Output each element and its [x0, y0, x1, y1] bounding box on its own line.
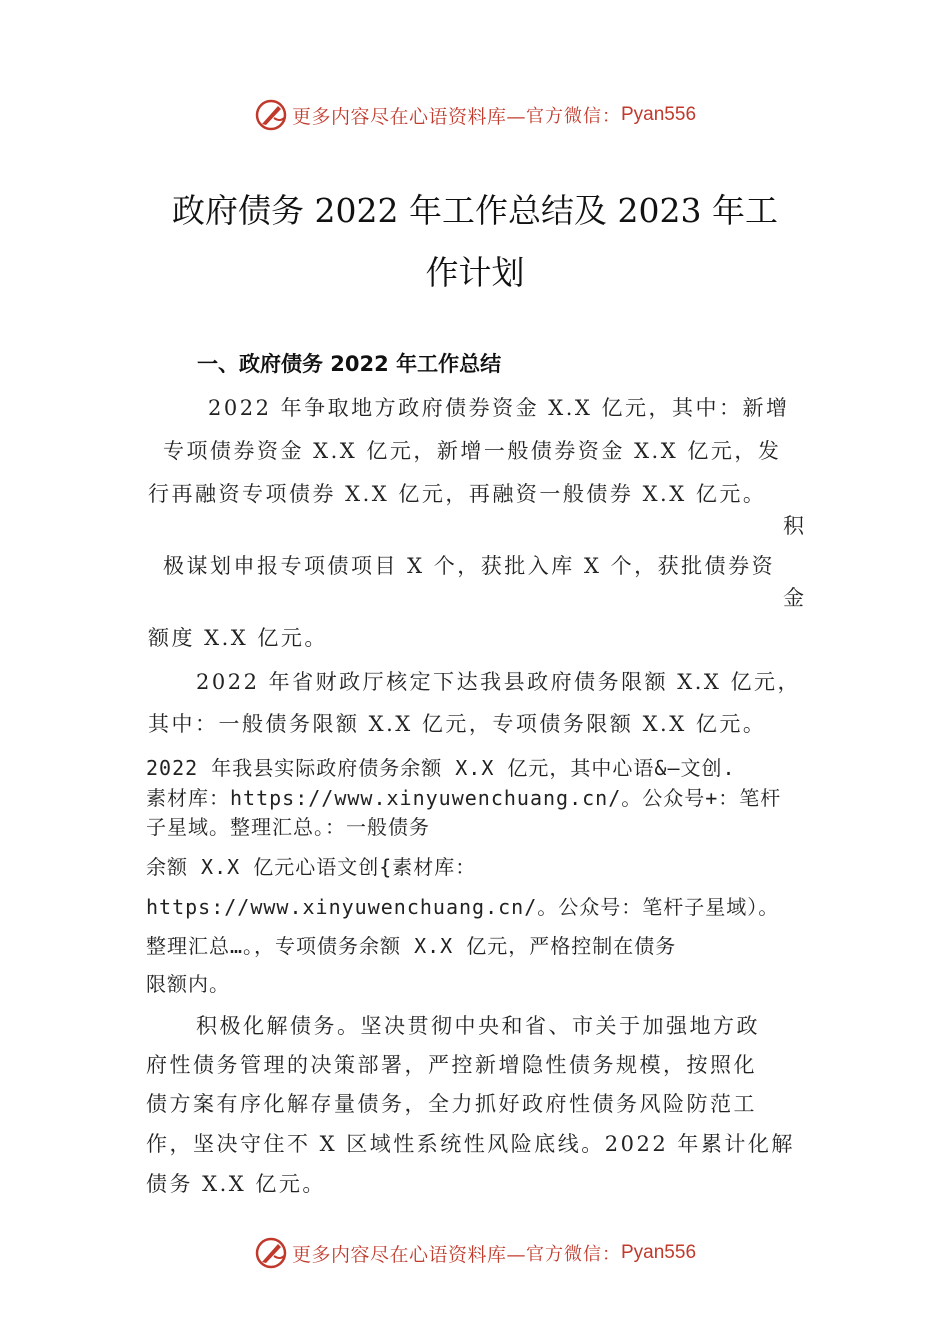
- banner-wechat-id: Pyan556: [621, 1242, 697, 1263]
- para1-line-5: 额度 X.X 亿元。: [148, 626, 328, 650]
- section-heading-1: 一、政府债务 2022 年工作总结: [197, 352, 502, 376]
- para3-line-4: 余额 X.X 亿元心语文创{素材库：: [146, 855, 477, 879]
- banner-wechat-label: 官方微信：: [526, 106, 621, 127]
- para2-line-2: 其中：一般债务限额 X.X 亿元，专项债务限额 X.X 亿元。: [148, 712, 767, 736]
- para4-line-3: 债方案有序化解存量债务，全力抓好政府性债务风险防范工: [146, 1092, 757, 1116]
- para1-line-4-tail: 金: [783, 586, 807, 610]
- para4-line-2: 府性债务管理的决策部署，严控新增隐性债务规模，按照化: [146, 1053, 757, 1077]
- title-line-2: 作计划: [425, 253, 525, 292]
- para4-line-1: 积极化解债务。坚决贯彻中央和省、市关于加强地方政: [196, 1014, 760, 1038]
- para4-line-4: 作，坚决守住不 X 区域性系统性风险底线。2022 年累计化解: [146, 1132, 795, 1156]
- banner-text: 更多内容尽在心语资料库—: [291, 105, 526, 128]
- para1-line-3-tail: 积: [783, 514, 807, 538]
- para3-line-7: 限额内。: [146, 972, 230, 996]
- para3-line-1: 2022 年我县实际政府债务余额 X.X 亿元，其中心语&—文创.: [146, 756, 736, 780]
- para1-line-4: 极谋划申报专项债项目 X 个，获批入库 X 个，获批债券资: [163, 554, 776, 578]
- para1-line-3: 行再融资专项债券 X.X 亿元，再融资一般债券 X.X 亿元。: [148, 482, 767, 506]
- footer-watermark-banner: [0, 1233, 950, 1273]
- quill-seal-logo-icon: [254, 1236, 288, 1270]
- banner-wechat-id: Pyan556: [621, 104, 697, 125]
- para2-line-1: 2022 年省财政厅核定下达我县政府债务限额 X.X 亿元，: [196, 670, 802, 694]
- para3-line-5: https://www.xinyuwenchuang.cn/。公众号：笔杆子星域）。: [146, 895, 780, 919]
- banner-text: 更多内容尽在心语资料库—: [291, 1243, 526, 1266]
- quill-seal-logo-icon: [254, 98, 288, 132]
- document-title: [140, 180, 810, 304]
- para1-line-1: 2022 年争取地方政府债券资金 X.X 亿元，其中：新增: [208, 396, 790, 420]
- banner-wechat-label: 官方微信：: [526, 1244, 621, 1265]
- header-watermark-banner: [0, 95, 950, 135]
- para4-line-5: 债务 X.X 亿元。: [146, 1172, 326, 1196]
- para1-line-2: 专项债券资金 X.X 亿元，新增一般债券资金 X.X 亿元，发: [163, 439, 782, 463]
- para3-line-6: 整理汇总…。，专项债务余额 X.X 亿元，严格控制在债务: [146, 934, 677, 958]
- title-line-1: 政府债务 2022 年工作总结及 2023 年工: [172, 191, 778, 230]
- para3-line-2: 素材库：https://www.xinyuwenchuang.cn/。公众号+：笔杆: [146, 786, 782, 810]
- para3-line-3: 子星域。整理汇总。：一般债务: [146, 815, 430, 839]
